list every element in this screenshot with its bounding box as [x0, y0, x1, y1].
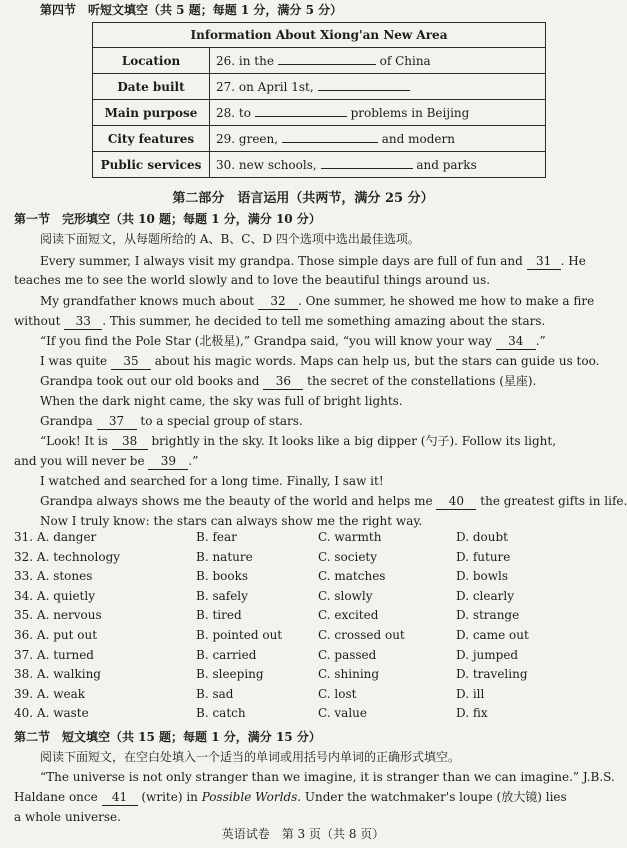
- passage-line: Grandpa 37 to a special group of stars.: [40, 414, 303, 428]
- option-32-C[interactable]: C. society: [318, 549, 378, 564]
- passage-line: “Look! It is 38 brightly in the sky. It looks like a big dipper (勺子). Follow its light,: [40, 434, 557, 448]
- table-row: [93, 126, 546, 152]
- option-35-A[interactable]: 35. A. nervous: [14, 608, 102, 623]
- row-content: 29. green, and modern: [210, 126, 546, 152]
- option-33-C[interactable]: C. matches: [318, 569, 386, 584]
- option-34-D[interactable]: D. clearly: [456, 588, 514, 603]
- passage-line: and you will never be 39 .”: [14, 454, 199, 468]
- cloze-blank-35[interactable]: 35: [111, 353, 151, 370]
- cloze-blank-40[interactable]: 40: [436, 493, 476, 510]
- option-31-B[interactable]: B. fear: [196, 530, 237, 544]
- row-label: Location: [93, 48, 210, 74]
- section2-instruction: 阅读下面短文，在空白处填入一个适当的单词或用括号内单词的正确形式填空。: [40, 750, 461, 764]
- option-31-A[interactable]: 31. A. danger: [14, 530, 97, 544]
- option-40-A[interactable]: 40. A. waste: [14, 706, 89, 721]
- row-label: Main purpose: [93, 100, 210, 126]
- section4-header: 第四节 听短文填空（共 5 题；每题 1 分，满分 5 分）: [40, 3, 343, 17]
- passage-line: Grandpa took out our old books and 36 the secret of the constellations (星座).: [40, 374, 537, 388]
- option-33-B[interactable]: B. books: [196, 569, 249, 584]
- passage-line: Now I truly know: the stars can always show me the right way.: [40, 514, 423, 528]
- answer-blank-26[interactable]: [278, 54, 376, 65]
- passage-line: a whole universe.: [14, 810, 121, 824]
- option-38-B[interactable]: B. sleeping: [196, 667, 264, 682]
- option-37-B[interactable]: B. carried: [196, 647, 257, 662]
- option-37-D[interactable]: D. jumped: [456, 647, 519, 662]
- passage-line: Haldane once 41 (write) in Possible Worlds. Under the watchmaker's loupe (放大镜) lies: [14, 790, 567, 804]
- passage-line: “The universe is not only stranger than we imagine, it is stranger than we can imagine.” J.B.S.: [40, 770, 615, 784]
- option-39-C[interactable]: C. lost: [318, 686, 357, 701]
- option-32-A[interactable]: 32. A. technology: [14, 549, 121, 564]
- option-32-D[interactable]: D. future: [456, 549, 511, 564]
- option-37-A[interactable]: 37. A. turned: [14, 647, 94, 662]
- table-row: [93, 48, 546, 74]
- option-40-D[interactable]: D. fix: [456, 706, 488, 721]
- option-40-C[interactable]: C. value: [318, 706, 367, 721]
- option-32-B[interactable]: B. nature: [196, 549, 253, 564]
- option-36-B[interactable]: B. pointed out: [196, 628, 283, 642]
- table-row: [93, 74, 546, 100]
- option-34-B[interactable]: B. safely: [196, 588, 248, 603]
- passage-line: My grandfather knows much about 32 . One summer, he showed me how to make a fire: [40, 294, 595, 308]
- cloze-blank-39[interactable]: 39: [148, 453, 188, 470]
- table-title: Information About Xiong'an New Area: [93, 23, 546, 48]
- part2-header: 第二部分 语言运用（共两节，满分 25 分）: [172, 191, 434, 206]
- info-table: [92, 22, 546, 178]
- row-content: 27. on April 1st,: [210, 74, 546, 100]
- option-36-D[interactable]: D. came out: [456, 628, 529, 642]
- passage-line: “If you find the Pole Star (北极星),” Grandpa said, “you will know your way 34 .”: [40, 334, 546, 348]
- section1-header: 第一节 完形填空（共 10 题；每题 1 分，满分 10 分）: [14, 212, 321, 226]
- row-content: 30. new schools, and parks: [210, 152, 546, 178]
- option-39-B[interactable]: B. sad: [196, 686, 234, 701]
- option-37-C[interactable]: C. passed: [318, 647, 377, 662]
- row-content: 26. in the of China: [210, 48, 546, 74]
- section1-instruction: 阅读下面短文，从每题所给的 A、B、C、D 四个选项中选出最佳选项。: [40, 232, 420, 246]
- cloze-blank-37[interactable]: 37: [97, 413, 137, 430]
- option-36-A[interactable]: 36. A. put out: [14, 628, 98, 642]
- passage-line: without 33 . This summer, he decided to tell me something amazing about the stars.: [14, 314, 546, 328]
- answer-blank-30[interactable]: [321, 158, 413, 169]
- cloze-blank-33[interactable]: 33: [64, 313, 102, 330]
- row-label: Public services: [93, 152, 210, 178]
- option-38-D[interactable]: D. traveling: [456, 667, 528, 682]
- passage-line: Grandpa always shows me the beauty of the world and helps me 40 the greatest gifts in life.: [40, 494, 627, 508]
- answer-blank-28[interactable]: [255, 106, 347, 117]
- answer-blank-27[interactable]: [318, 80, 410, 91]
- option-31-D[interactable]: D. doubt: [456, 530, 508, 544]
- cloze-blank-34[interactable]: 34: [496, 333, 536, 350]
- row-label: City features: [93, 126, 210, 152]
- cloze-blank-36[interactable]: 36: [263, 373, 303, 390]
- option-36-C[interactable]: C. crossed out: [318, 628, 405, 642]
- cloze-blank-38[interactable]: 38: [112, 433, 148, 450]
- passage-line: Every summer, I always visit my grandpa. Those simple days are full of fun and 31 . He: [40, 254, 586, 268]
- cloze-blank-31[interactable]: 31: [527, 253, 561, 270]
- option-39-D[interactable]: D. ill: [456, 686, 485, 701]
- row-label: Date built: [93, 74, 210, 100]
- option-33-D[interactable]: D. bowls: [456, 569, 508, 584]
- passage-line: I watched and searched for a long time. Finally, I saw it!: [40, 474, 384, 488]
- option-33-A[interactable]: 33. A. stones: [14, 569, 93, 584]
- table-row: [93, 100, 546, 126]
- cloze-blank-32[interactable]: 32: [258, 293, 298, 310]
- page-footer: 英语试卷 第 3 页（共 8 页）: [221, 827, 385, 841]
- passage-line: I was quite 35 about his magic words. Maps can help us, but the stars can guide us too.: [40, 354, 600, 368]
- option-35-D[interactable]: D. strange: [456, 608, 520, 623]
- option-34-A[interactable]: 34. A. quietly: [14, 588, 95, 603]
- row-content: 28. to problems in Beijing: [210, 100, 546, 126]
- option-35-C[interactable]: C. excited: [318, 608, 379, 623]
- section2-header: 第二节 短文填空（共 15 题；每题 1 分，满分 15 分）: [14, 730, 321, 744]
- option-34-C[interactable]: C. slowly: [318, 588, 373, 603]
- option-31-C[interactable]: C. warmth: [318, 530, 382, 544]
- passage-line: teaches me to see the world slowly and to love the beautiful things around us.: [14, 273, 491, 287]
- option-40-B[interactable]: B. catch: [196, 706, 246, 721]
- option-39-A[interactable]: 39. A. weak: [14, 686, 85, 701]
- book-title: Possible Worlds: [201, 790, 298, 804]
- table-row: [93, 152, 546, 178]
- option-38-A[interactable]: 38. A. walking: [14, 667, 101, 682]
- passage-line: When the dark night came, the sky was full of bright lights.: [40, 394, 403, 408]
- option-35-B[interactable]: B. tired: [196, 608, 242, 623]
- option-38-C[interactable]: C. shining: [318, 667, 380, 682]
- answer-blank-29[interactable]: [282, 132, 378, 143]
- fill-blank-41[interactable]: 41: [102, 789, 138, 806]
